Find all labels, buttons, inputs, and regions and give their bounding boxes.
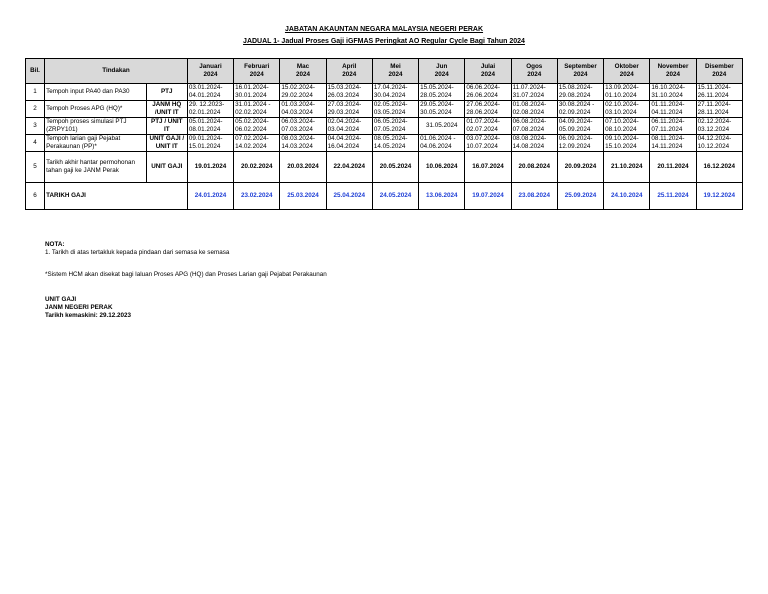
- row-responsible: JANM HQ /UNIT IT: [146, 101, 187, 118]
- date-text: 19.07.2024: [472, 192, 504, 199]
- date-cell: [187, 152, 233, 183]
- header-month: Januari 2024: [187, 59, 233, 84]
- date-cell: [187, 101, 233, 118]
- date-text: 04.11.2024: [651, 109, 683, 116]
- date-cell: [557, 183, 603, 210]
- date-text: 17.04.2024-: [373, 84, 408, 91]
- date-text: 04.06.2024: [420, 143, 452, 150]
- payroll-schedule-table: [25, 58, 743, 210]
- date-cell: [187, 183, 233, 210]
- date-text: 23.08.2024: [518, 192, 550, 199]
- date-text: 20.03.2024: [287, 163, 319, 170]
- date-cell: [419, 135, 465, 152]
- date-text: 01.08.2024-: [512, 101, 547, 108]
- date-cell: [650, 135, 696, 152]
- date-cell: [419, 183, 465, 210]
- date-text: 28.11.2024: [697, 109, 729, 116]
- date-text: 27.11.2024-: [697, 101, 731, 108]
- header-month: Ogos 2024: [511, 59, 557, 84]
- date-cell: [557, 152, 603, 183]
- date-text: 01.03.2024-: [281, 101, 315, 108]
- date-text: 29.08.2024: [558, 92, 591, 99]
- date-cell: [465, 135, 511, 152]
- date-text: 01.06.2024 -: [420, 135, 456, 142]
- date-text: 15.08.2024-: [558, 84, 593, 91]
- date-text: 06.03.2024-: [281, 118, 315, 125]
- date-cell: [234, 118, 280, 135]
- header-month: Julai 2024: [465, 59, 511, 84]
- date-text: 16.01.2024-: [235, 84, 269, 91]
- date-cell: [604, 101, 650, 118]
- row-responsible: PTJ / UNIT IT: [146, 118, 187, 135]
- date-cell: [419, 152, 465, 183]
- date-cell: [326, 118, 372, 135]
- date-cell: [187, 84, 233, 101]
- date-cell: [604, 118, 650, 135]
- date-text: 06.09.2024-: [558, 135, 593, 142]
- date-cell: [557, 84, 603, 101]
- date-cell: [511, 135, 557, 152]
- date-text: 29.05.2024-: [420, 101, 454, 108]
- date-text: 06.11.2024-: [651, 118, 685, 125]
- date-text: 05.01.2024-: [188, 118, 223, 125]
- row-action: Tempoh larian gaji Pejabat Perakaunan (PP)*: [45, 135, 147, 152]
- date-cell: [465, 118, 511, 135]
- date-text: 16.10.2024-: [651, 84, 685, 91]
- date-cell: [372, 152, 418, 183]
- date-cell: [696, 101, 742, 118]
- date-text: 08.01.2024: [188, 126, 221, 133]
- date-cell: [234, 135, 280, 152]
- date-cell: [419, 84, 465, 101]
- date-text: 15.05.2024-: [420, 84, 454, 91]
- header-month: April 2024: [326, 59, 372, 84]
- date-text: 06.02.2024: [235, 126, 267, 133]
- date-text: 10.06.2024: [425, 163, 458, 170]
- header-month: Disember 2024: [696, 59, 742, 84]
- date-text: 31.05.2024: [425, 122, 458, 129]
- date-text: 31.10.2024: [651, 92, 683, 99]
- date-text: 05.02.2024-: [235, 118, 269, 125]
- row-responsible: PTJ: [146, 84, 187, 101]
- date-text: 20.02.2024: [240, 163, 273, 170]
- header-month: September 2024: [557, 59, 603, 84]
- date-text: 29.02.2024: [281, 92, 313, 99]
- date-text: 13.09.2024-: [605, 84, 639, 91]
- date-text: 11.07.2024-: [512, 84, 546, 91]
- date-text: 06.05.2024-: [373, 118, 408, 125]
- date-text: 29.03.2024: [327, 109, 360, 116]
- notes-block: [45, 241, 327, 279]
- date-text: 20.11.2024: [657, 163, 689, 170]
- date-cell: [234, 183, 280, 210]
- date-text: 14.05.2024: [373, 143, 406, 150]
- date-cell: [372, 135, 418, 152]
- date-text: 02.02.2024: [235, 109, 267, 116]
- date-cell: [604, 135, 650, 152]
- table-row: [26, 183, 743, 210]
- date-text: 30.01.2024: [235, 92, 267, 99]
- date-text: 07.11.2024: [651, 126, 683, 133]
- date-cell: [465, 152, 511, 183]
- date-text: 06.08.2024-: [512, 118, 547, 125]
- date-cell: [557, 135, 603, 152]
- date-text: 02.08.2024: [512, 109, 545, 116]
- date-text: 06.06.2024-: [466, 84, 500, 91]
- date-text: 19.01.2024: [194, 163, 227, 170]
- date-text: 08.11.2024-: [651, 135, 685, 142]
- date-cell: [280, 101, 326, 118]
- date-text: 02.09.2024: [558, 109, 591, 116]
- date-cell: [696, 152, 742, 183]
- date-text: 03.10.2024: [605, 109, 637, 116]
- date-text: 27.03.2024-: [327, 101, 362, 108]
- date-text: 13.06.2024: [425, 192, 458, 199]
- date-cell: [234, 152, 280, 183]
- note-line: 1. Tarikh di atas tertakluk kepada pindaan dari semasa ke semasa: [45, 249, 230, 256]
- header-month: Februari 2024: [234, 59, 280, 84]
- row-action: TARIKH GAJI: [45, 183, 188, 210]
- date-cell: [650, 183, 696, 210]
- date-text: 24.10.2024: [610, 192, 643, 199]
- date-text: 03.01.2024-: [188, 84, 223, 91]
- date-text: 03.05.2024: [373, 109, 406, 116]
- date-text: 28.06.2024: [466, 109, 498, 116]
- date-text: 03.12.2024: [697, 126, 730, 133]
- date-cell: [650, 152, 696, 183]
- date-text: 28.05.2024: [420, 92, 452, 99]
- date-cell: [557, 101, 603, 118]
- date-cell: [372, 118, 418, 135]
- date-text: 29. 12.2023-: [188, 101, 225, 108]
- date-cell: [372, 183, 418, 210]
- date-cell: [511, 183, 557, 210]
- notes-heading: NOTA:: [45, 241, 65, 248]
- date-cell: [511, 118, 557, 135]
- date-text: 30.05.2024: [420, 109, 452, 116]
- row-responsible: UNIT GAJI / UNIT IT: [146, 135, 187, 152]
- date-text: 26.06.2024: [466, 92, 498, 99]
- table-row: [26, 152, 743, 183]
- date-text: 08.08.2024-: [512, 135, 547, 142]
- date-text: 08.03.2024-: [281, 135, 315, 142]
- date-text: 07.02.2024-: [235, 135, 269, 142]
- date-text: 05.09.2024: [558, 126, 591, 133]
- date-text: 25.03.2024: [287, 192, 319, 199]
- date-text: 25.11.2024: [657, 192, 689, 199]
- date-text: 25.09.2024: [564, 192, 597, 199]
- date-text: 15.02.2024-: [281, 84, 315, 91]
- date-text: 02.10.2024-: [605, 101, 639, 108]
- date-cell: [372, 101, 418, 118]
- row-number: 3: [26, 118, 45, 135]
- date-text: 25.04.2024: [333, 192, 365, 199]
- date-text: 15.11.2024-: [697, 84, 731, 91]
- document-subtitle: JADUAL 1- Jadual Proses Gaji iGFMAS Peringkat AO Regular Cycle Bagi Tahun 2024: [243, 38, 525, 45]
- table-header-row: [26, 59, 743, 84]
- date-cell: [511, 84, 557, 101]
- date-text: 10.12.2024: [697, 143, 730, 150]
- row-action: Tempoh input PA40 dan PA30: [45, 84, 147, 101]
- date-text: 31.07.2024: [512, 92, 545, 99]
- date-text: 30.08.2024 -: [558, 101, 595, 108]
- row-number: 4: [26, 135, 45, 152]
- date-text: 15.10.2024: [605, 143, 637, 150]
- date-text: 01.11.2024-: [651, 101, 685, 108]
- date-cell: [511, 101, 557, 118]
- row-action: Tarikh akhir hantar permohonan tahan gaji ke JANM Perak: [45, 152, 147, 183]
- date-cell: [280, 135, 326, 152]
- date-cell: [326, 135, 372, 152]
- date-cell: [696, 183, 742, 210]
- date-text: 02.05.2024-: [373, 101, 408, 108]
- row-number: 5: [26, 152, 45, 183]
- date-text: 07.08.2024: [512, 126, 545, 133]
- date-cell: [696, 84, 742, 101]
- date-text: 02.01.2024: [188, 109, 221, 116]
- header-month: Oktober 2024: [604, 59, 650, 84]
- date-text: 02.12.2024-: [697, 118, 732, 125]
- header-month: Jun 2024: [419, 59, 465, 84]
- date-text: 16.07.2024: [472, 163, 504, 170]
- row-action: Tempoh proses simulasi PTJ (ZRPY101): [45, 118, 147, 135]
- date-cell: [465, 101, 511, 118]
- date-text: 30.04.2024: [373, 92, 406, 99]
- date-text: 23.02.2024: [240, 192, 273, 199]
- date-text: 14.08.2024: [512, 143, 545, 150]
- date-text: 04.09.2024-: [558, 118, 593, 125]
- date-cell: [465, 84, 511, 101]
- date-cell: [419, 101, 465, 118]
- date-text: 02.04.2024-: [327, 118, 362, 125]
- header-month: November 2024: [650, 59, 696, 84]
- date-text: 07.03.2024: [281, 126, 313, 133]
- date-text: 03.04.2024: [327, 126, 360, 133]
- date-cell: [326, 183, 372, 210]
- date-text: 02.07.2024: [466, 126, 498, 133]
- date-text: 01.10.2024: [605, 92, 637, 99]
- date-text: 04.04.2024-: [327, 135, 362, 142]
- date-text: 15.03.2024-: [327, 84, 362, 91]
- date-text: 14.02.2024: [235, 143, 267, 150]
- date-text: 14.11.2024: [651, 143, 683, 150]
- date-cell: [326, 152, 372, 183]
- date-cell: [372, 84, 418, 101]
- row-number: 1: [26, 84, 45, 101]
- date-cell: [604, 183, 650, 210]
- date-text: 20.08.2024: [518, 163, 550, 170]
- header-tindakan: Tindakan: [45, 59, 188, 84]
- date-cell: [187, 135, 233, 152]
- signature-block: [45, 296, 131, 320]
- date-cell: [604, 152, 650, 183]
- date-cell: [234, 84, 280, 101]
- date-text: 12.09.2024: [558, 143, 591, 150]
- update-date: Tarikh kemaskini: 29.12.2023: [45, 312, 131, 319]
- date-text: 20.09.2024: [564, 163, 597, 170]
- date-cell: [696, 118, 742, 135]
- date-text: 10.07.2024: [466, 143, 498, 150]
- table-row: [26, 135, 743, 152]
- date-text: 07.05.2024: [373, 126, 406, 133]
- table-row: [26, 118, 743, 135]
- date-text: 04.03.2024: [281, 109, 313, 116]
- date-text: 31.01.2024 -: [235, 101, 271, 108]
- date-text: 19.12.2024: [703, 192, 736, 199]
- date-text: 16.12.2024: [703, 163, 736, 170]
- date-cell: [187, 118, 233, 135]
- date-text: 24.05.2024: [379, 192, 412, 199]
- unit-name: UNIT GAJI: [45, 296, 77, 303]
- date-text: 04.01.2024: [188, 92, 221, 99]
- date-text: 07.10.2024-: [605, 118, 639, 125]
- date-cell: [696, 135, 742, 152]
- date-cell: [280, 152, 326, 183]
- date-text: 09.01.2024-: [188, 135, 223, 142]
- date-text: 16.04.2024: [327, 143, 360, 150]
- date-cell: [326, 101, 372, 118]
- date-cell: [280, 118, 326, 135]
- date-cell: [419, 118, 465, 135]
- row-action: Tempoh Proses APG (HQ)*: [45, 101, 147, 118]
- row-number: 6: [26, 183, 45, 210]
- date-text: 08.05.2024-: [373, 135, 408, 142]
- date-text: 14.03.2024: [281, 143, 313, 150]
- date-text: 03.07.2024-: [466, 135, 500, 142]
- note-line: *Sistem HCM akan disekat bagi laluan Proses APG (HQ) dan Proses Larian gaji Pejabat Perakaunan: [45, 271, 327, 278]
- department-name: JANM NEGERI PERAK: [45, 304, 113, 311]
- date-cell: [280, 183, 326, 210]
- table-row: [26, 84, 743, 101]
- date-cell: [326, 84, 372, 101]
- header-bil: Bil.: [26, 59, 45, 84]
- date-text: 27.06.2024-: [466, 101, 500, 108]
- date-cell: [280, 84, 326, 101]
- date-cell: [557, 118, 603, 135]
- date-cell: [511, 152, 557, 183]
- date-text: 20.05.2024: [379, 163, 412, 170]
- header-month: Mac 2024: [280, 59, 326, 84]
- date-text: 08.10.2024: [605, 126, 637, 133]
- date-cell: [465, 183, 511, 210]
- header-month: Mei 2024: [372, 59, 418, 84]
- row-responsible: UNIT GAJI: [146, 152, 187, 183]
- date-text: 04.12.2024-: [697, 135, 732, 142]
- date-text: 22.04.2024: [333, 163, 365, 170]
- row-number: 2: [26, 101, 45, 118]
- date-text: 26.03.2024: [327, 92, 360, 99]
- date-cell: [650, 84, 696, 101]
- date-cell: [650, 101, 696, 118]
- document-title: JABATAN AKAUNTAN NEGARA MALAYSIA NEGERI PERAK: [284, 26, 484, 33]
- date-cell: [234, 101, 280, 118]
- table-row: [26, 101, 743, 118]
- date-text: 01.07.2024-: [466, 118, 500, 125]
- date-text: 21.10.2024: [610, 163, 643, 170]
- date-cell: [604, 84, 650, 101]
- date-text: 09.10.2024-: [605, 135, 639, 142]
- date-text: 24.01.2024: [194, 192, 227, 199]
- date-cell: [650, 118, 696, 135]
- date-text: 15.01.2024: [188, 143, 221, 150]
- date-text: 26.11.2024: [697, 92, 729, 99]
